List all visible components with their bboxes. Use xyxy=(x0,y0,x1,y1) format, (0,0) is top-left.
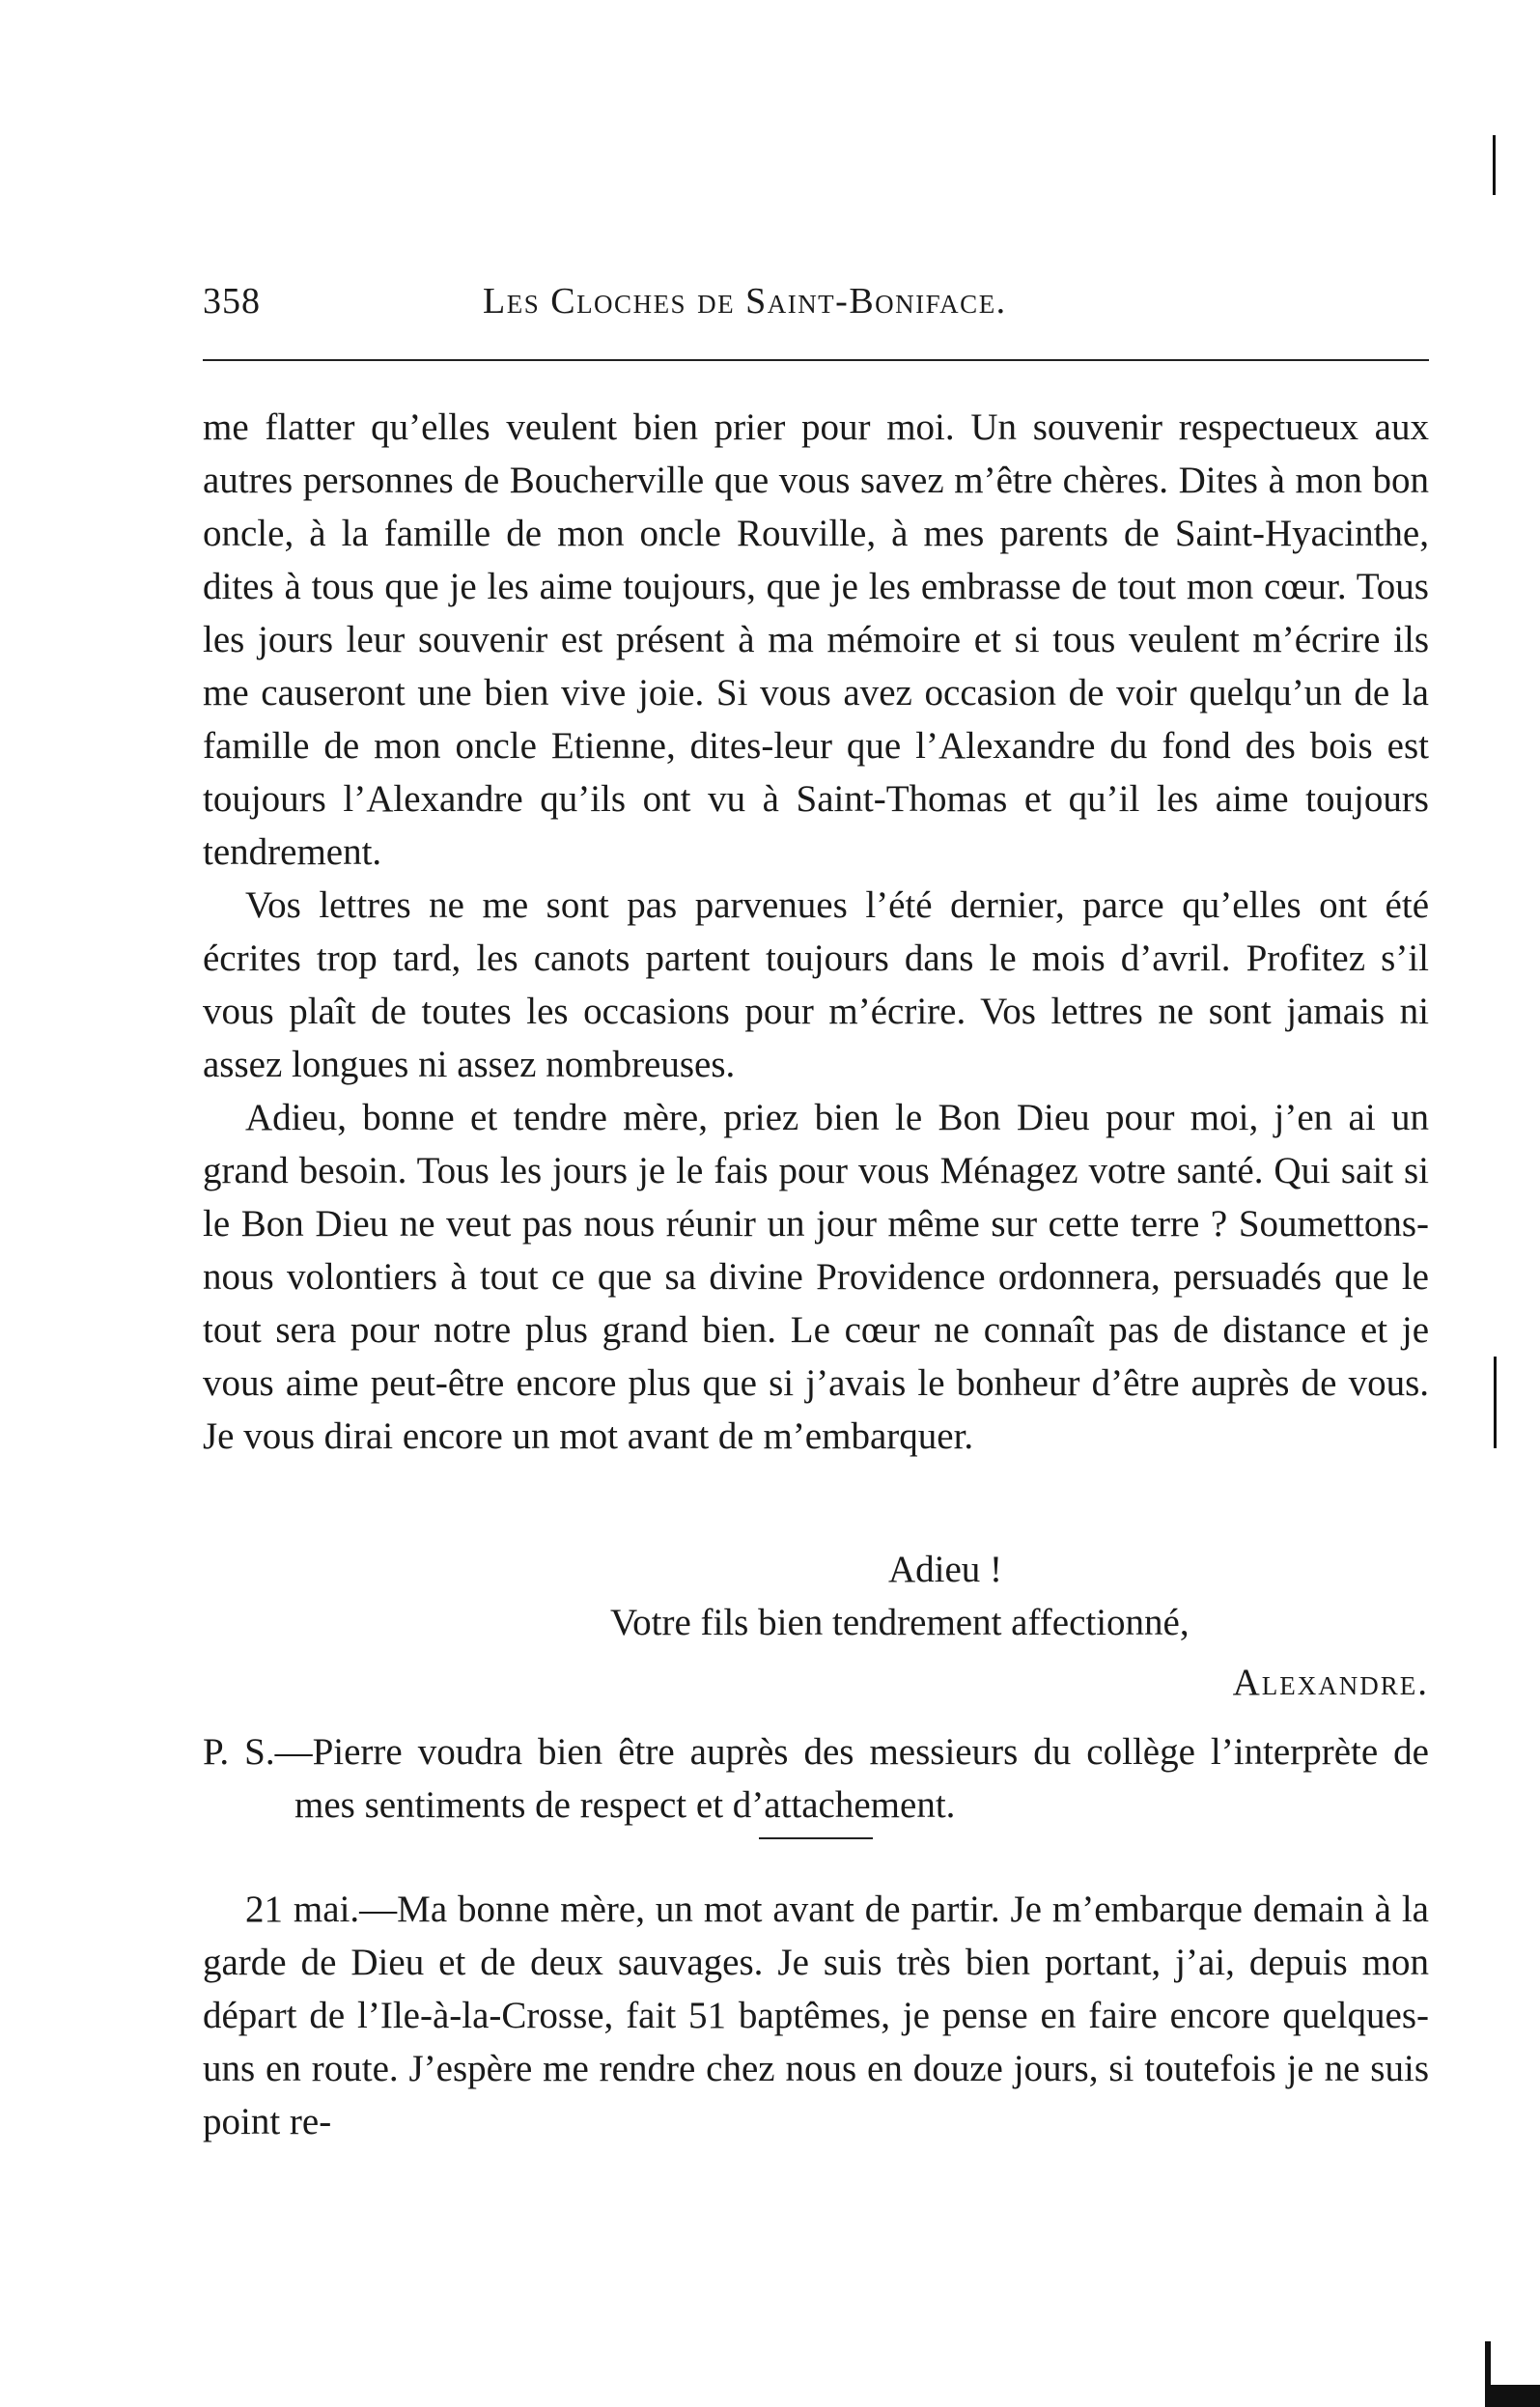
page-header xyxy=(203,280,1429,338)
running-title: Les Cloches de Saint-Boniface. xyxy=(483,281,1007,322)
closing-adieu: Adieu ! xyxy=(888,1549,1003,1590)
final-paragraph: 21 mai.—Ma bonne mère, un mot avant de partir. Je m’embarque demain à la garde de Dieu et de deux sauvages. Je suis très bien portant, j’ai, depuis mon départ de l’Ile-à-la-Crosse, fait 51 baptêmes, je pense en faire encore quelques-uns en route. J’espère me rendre chez nous en douze jours, si toutefois je ne suis point re- xyxy=(203,1889,1429,2142)
paragraph-1: me flatter qu’elles veulent bien prier pour moi. Un souvenir respectueux aux autres personnes de Boucherville que vous savez m’être chères. Dites à mon bon oncle, à la famille de mon oncle Rouville, à mes parents de Saint-Hyacinthe, dites à tous que je les aime toujours, que je les embrasse de tout mon cœur. Tous les jours leur souvenir est présent à ma mémoire et si tous veulent m’écrire ils me causeront une bien vive joie. Si vous avez occasion de voir quelqu’un de la famille de mon oncle Etienne, dites-leur que l’Alexandre du fond des bois est toujours l’Alexandre qu’ils ont vu à Saint-Thomas et qu’il les aime toujours tendrement. xyxy=(203,406,1429,873)
postscript-text: P. S.—Pierre voudra bien être auprès des messieurs du collège l’interprète de mes sentiments de respect et d’attachement. xyxy=(203,1731,1429,1826)
final-section xyxy=(203,1883,1429,2148)
paragraph-2: Vos lettres ne me sont pas parvenues l’été dernier, parce qu’elles ont été écrites trop tard, les canots partent toujours dans le mois d’avril. Profitez s’il vous plaît de toutes les occasions pour m’écrire. Vos lettres ne sont jamais ni assez longues ni assez nombreuses. xyxy=(203,884,1429,1085)
paragraph-3: Adieu, bonne et tendre mère, priez bien le Bon Dieu pour moi, j’en ai un grand besoin. Tous les jours je le fais pour vous Ménagez votre santé. Qui sait si le Bon Dieu ne veut pas nous réunir un jour même sur cette terre ? Soumettons-nous volontiers à tout ce que sa divine Providence ordonnera, persuadés que le tout sera pour notre plus grand bien. Le cœur ne connaît pas de distance et je vous aime peut-être encore plus que si j’avais le bonheur d’être auprès de vous. Je vous dirai encore un mot avant de m’embarquer. xyxy=(203,1097,1429,1457)
postscript xyxy=(203,1725,1429,1832)
page-number: 358 xyxy=(203,281,261,322)
letter-body xyxy=(203,401,1429,1463)
closing-signoff: Votre fils bien tendrement affectionné, xyxy=(610,1602,1190,1643)
margin-mark xyxy=(1493,135,1496,195)
signature-name: Alexandre. xyxy=(1232,1662,1429,1703)
header-rule xyxy=(203,359,1429,361)
section-divider xyxy=(759,1837,873,1839)
margin-mark xyxy=(1491,2385,1540,2407)
margin-mark xyxy=(1494,1357,1497,1448)
